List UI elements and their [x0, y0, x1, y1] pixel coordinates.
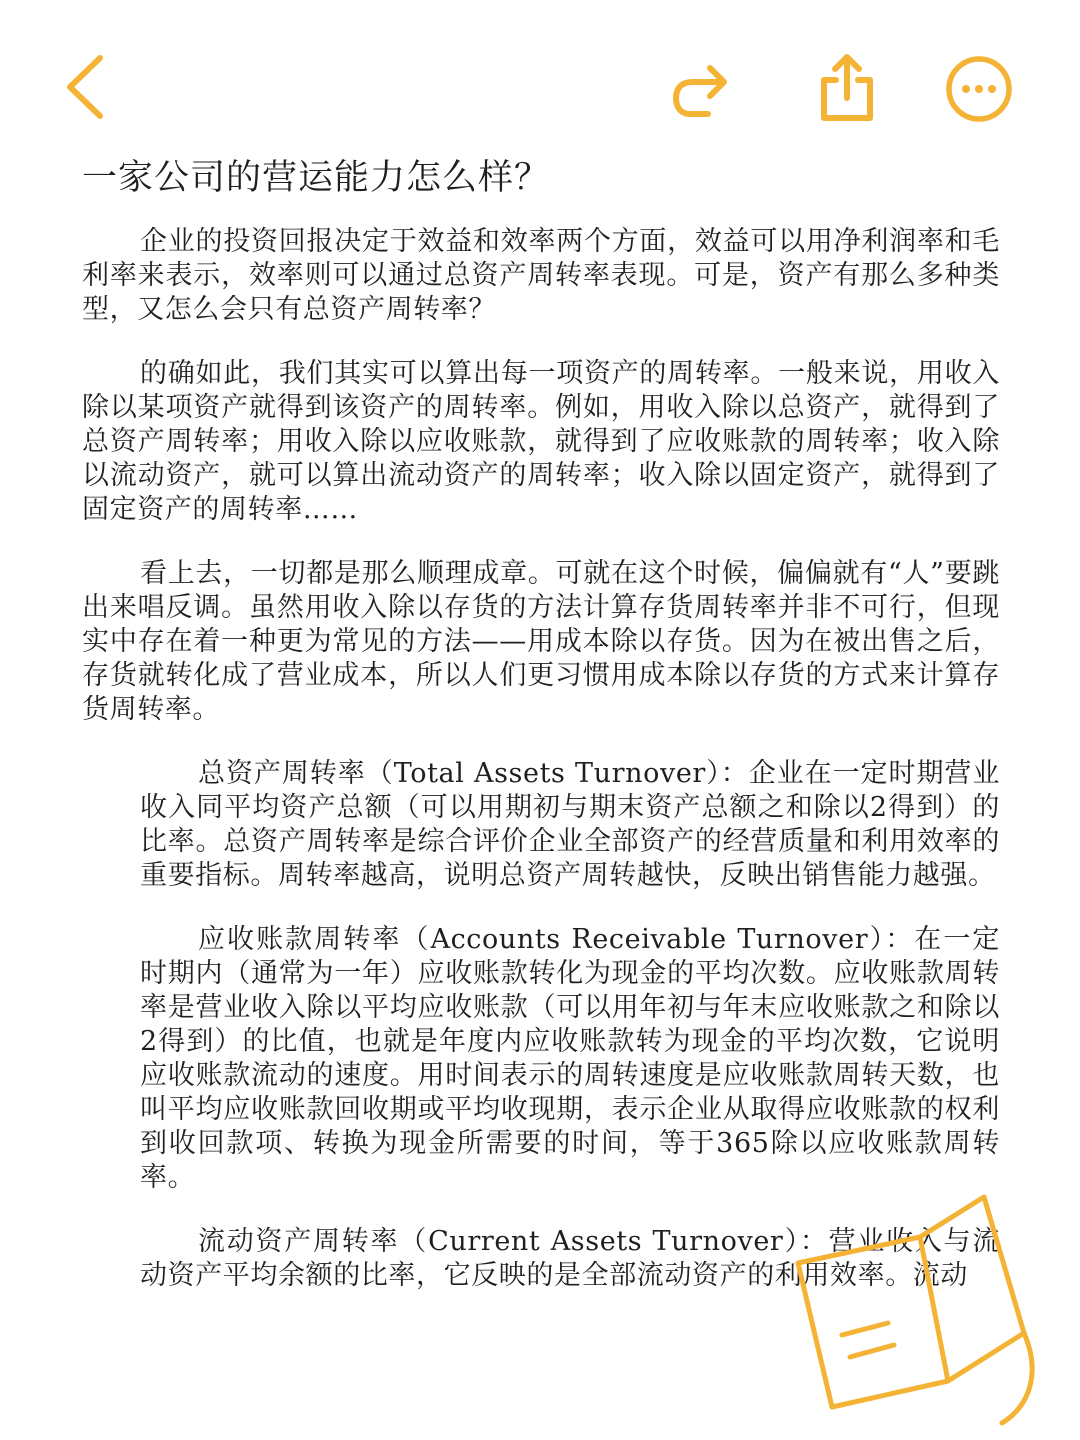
paragraph-inventory: 看上去，一切都是那么顺理成章。可就在这个时候，偏偏就有“人”要跳出来唱反调。虽然用收入除以存货的方法计算存货周转率并非不可行，但现实中存在着一种更为常见的方法——用成本除以存货。因为在被出售之后，存货就转化成了营业成本，所以人们更习惯用成本除以存货的方式来计算存货周转率。 [82, 558, 1000, 725]
more-icon [944, 54, 1014, 124]
paragraph-turnover-calc: 的确如此，我们其实可以算出每一项资产的周转率。一般来说，用收入除以某项资产就得到该资产的周转率。例如，用收入除以总资产，就得到了总资产周转率；用收入除以应收账款，就得到了应收账款的周转率；收入除以流动资产，就可以算出流动资产的周转率；收入除以固定资产，就得到了固定资产的周转率…… [82, 358, 1000, 525]
paragraph-total-assets-turnover: 总资产周转率（Total Assets Turnover）：企业在一定时期营业收入同平均资产总额（可以用期初与期末资产总额之和除以2得到）的比率。总资产周转率是综合评价企业全部资产的经营质量和利用效率的重要指标。周转率越高，说明总资产周转越快，反映出销售能力越强。 [140, 758, 1000, 891]
chevron-left-icon [58, 52, 108, 122]
back-button[interactable] [58, 52, 108, 122]
more-button[interactable] [944, 54, 1014, 124]
redo-button[interactable] [668, 56, 734, 120]
share-icon [812, 52, 882, 126]
paragraph-current-assets-turnover: 流动资产周转率（Current Assets Turnover）：营业收入与流动资产平均余额的比率，它反映的是全部流动资产的利用效率。流动 [140, 1226, 1000, 1291]
book-doodle-icon [770, 1185, 1070, 1435]
document-body [82, 225, 1000, 1323]
share-button[interactable] [812, 52, 882, 126]
document-title: 一家公司的营运能力怎么样？ [82, 158, 551, 198]
redo-icon [668, 56, 734, 120]
top-toolbar [0, 0, 1080, 130]
paragraph-receivable-turnover: 应收账款周转率（Accounts Receivable Turnover）：在一定时期内（通常为一年）应收账款转化为现金的平均次数。应收账款周转率是营业收入除以平均应收账款（可以用年初与年末应收账款之和除以2得到）的比值，也就是年度内应收账款转为现金的平均次数，它说明应收账款流动的速度。用时间表示的周转速度是应收账款周转天数，也叫平均应收账款回收期或平均收现期，表示企业从取得应收账款的权利到收回款项、转换为现金所需要的时间，等于365除以应收账款周转率。 [140, 924, 1000, 1193]
paragraph-intro: 企业的投资回报决定于效益和效率两个方面，效益可以用净利润率和毛利率来表示，效率则可以通过总资产周转率表现。可是，资产有那么多种类型，又怎么会只有总资产周转率？ [82, 226, 1000, 325]
